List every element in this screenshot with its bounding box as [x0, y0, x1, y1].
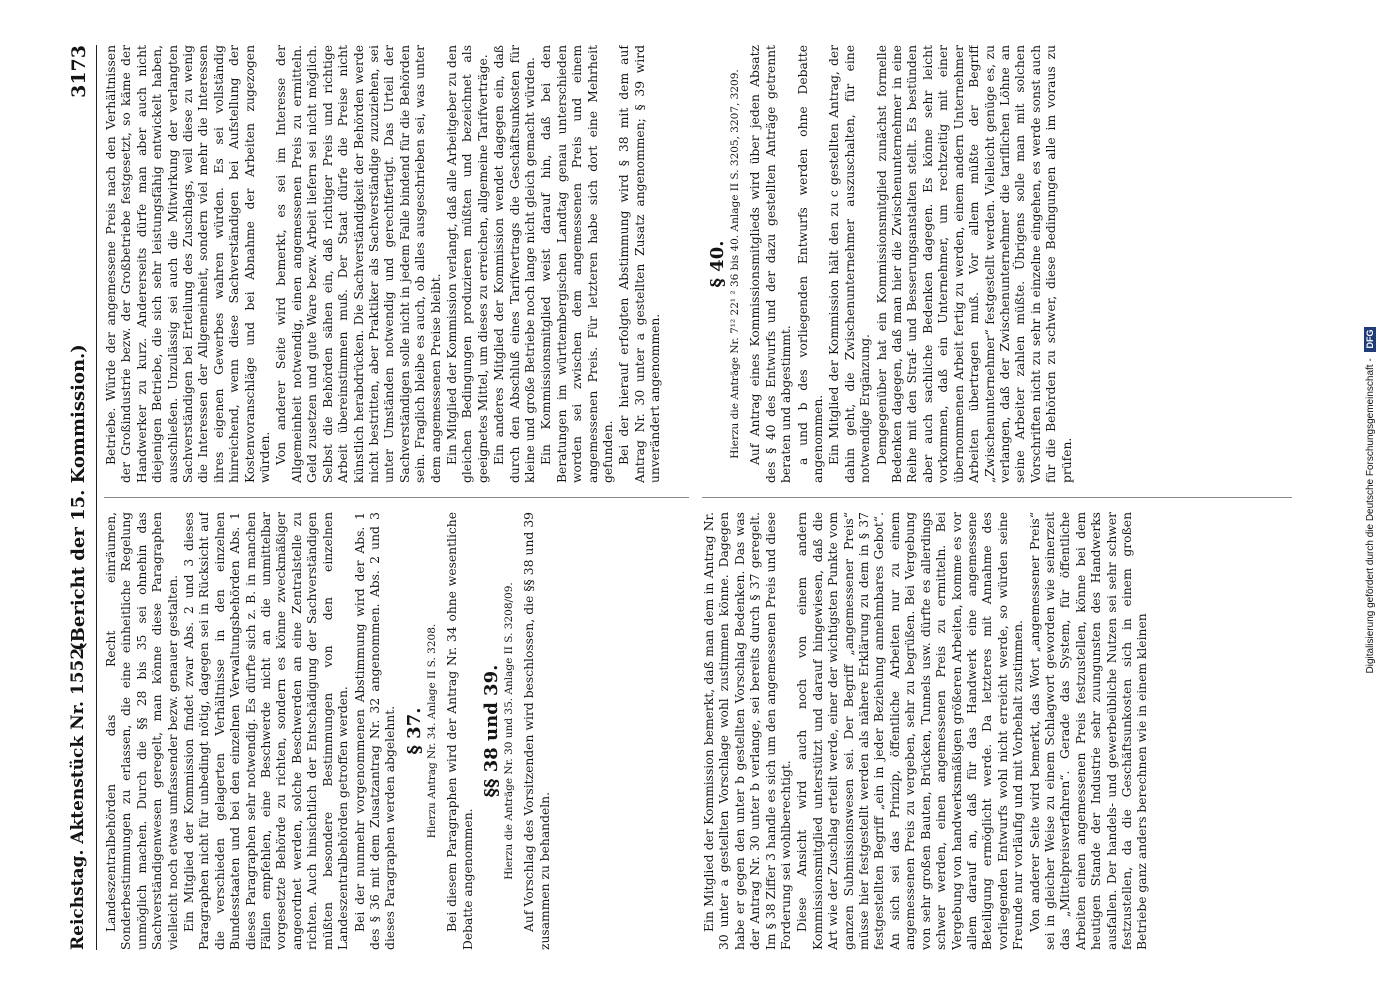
page-header: [62, 45, 97, 950]
paragraph: Auf Antrag eines Kommissionsmitglieds wird über jeden Absatz des § 40 des Entwurfs und der dazu gestellten Anträge getrennt beraten und abgestimmt.: [748, 45, 794, 483]
page-number: 3173: [68, 45, 90, 98]
paragraph: a und b des vorliegenden Entwurfs werden ohne Debatte angenommen.: [795, 45, 826, 483]
header-center: (Bericht der 15. Kommission.): [68, 344, 89, 651]
paragraph: Ein anderes Mitglied der Kommission wendet dagegen ein, daß durch den Abschluß eines Tarifvertrags die Geschäftsunkosten für kleine und große Betriebe noch lange nicht gleich gemacht würden.: [492, 45, 537, 483]
column-divider: [702, 497, 1292, 498]
paragraph: Von anderer Seite wird bemerkt, das Wort „angemessener Preis“ sei in gleicher Weise zu einem Schlagwort geworden wie seinerzeit das „Mittelpreisverfahren“. Gerade das System, für öffentliche Arbeiten einen angemessenen Preis festzustellen, könne bei dem heutigen Stande der Industrie sehr zuungunsten des Handwerks ausfallen. Der handels- und gewerbeübliche Nutzen sei sehr schwer festzustellen, da die Geschäftsunkosten sich in einem großen Betriebe ganz anders berechnen wie in einem kleinen: [1027, 512, 1150, 950]
paragraph: Bei der hierauf erfolgten Abstimmung wird § 38 mit dem auf Antrag Nr. 30 unter a gestellten Zusatz angenommen; § 39 wird unverändert angenommen.: [617, 45, 663, 483]
paragraph: Bei der nunmehr vorgenommenen Abstimmung wird der Abs. 1 des § 36 mit dem Zusatzantrag Nr. 32 angenommen. Abs. 2 und 3 dieses Paragraphen werden abgelehnt.: [352, 512, 398, 950]
column-divider: [104, 497, 689, 498]
paragraph: Bei diesem Paragraphen wird der Antrag Nr. 34 ohne wesentliche Debatte angenommen.: [445, 512, 475, 950]
paragraph: Auf Vorschlag des Vorsitzenden wird beschlossen, die §§ 38 und 39 zusammen zu behandeln.: [522, 512, 552, 950]
paragraph: Demgegenüber hat ein Kommissionsmitglied zunächst formelle Bedenken dagegen, daß man hier die Zwischenunternehmer in eine Reihe mit den Straf- und Besserungsanstalten stellt. Es bestünden aber auch sachliche Bedenken dagegen. Es könne sehr leicht vorkommen, daß ein Unternehmer, um rechtzeitig mit einer übernommenen Arbeit fertig zu werden, einem andern Unternehmer Arbeiten übertragen muß. Vor allem müßte der Begriff „Zwischenunternehmer“ festgestellt werden. Vielleicht genüge es, zu verlangen, daß der Zwischenunternehmer die tariflichen Löhne an seine Arbeiter zahlen müßte. Übrigens solle man mit solchen Vorschriften nicht zu sehr in einzelne eingehen, es werde sonst auch für die Behörden zu schwer, diese Bedingungen alle im voraus zu prüfen.: [874, 45, 1074, 483]
digitization-credit: [1362, 10, 1380, 990]
paragraph: Ein Mitglied der Kommission verlangt, daß alle Arbeitgeber zu den gleichen Bedingungen produzieren müßten und bezeichnet als geeignetes Mittel, um dieses zu erreichen, allgemeine Tarifverträge.: [444, 45, 490, 483]
bottom-left-column: [702, 512, 1292, 950]
dfg-logo: DFG: [1364, 327, 1376, 352]
paragraph: Ein Kommissionsmitglied weist darauf hin, daß bei den Beratungen im württembergischen Landtag genau unterschieden worden sei zwischen dem angemessenen Preis und einem angemessenen Preis. Für letzteren habe sich dort eine Mehrheit gefunden.: [539, 45, 615, 483]
paragraph: Ein Mitglied der Kommission hält den zu c gestellten Antrag, der dahin geht, die Zwischenunternehmer auszuschalten, für eine notwendige Ergänzung.: [827, 45, 873, 483]
page-top-half: [104, 45, 689, 950]
top-left-column: [104, 512, 689, 950]
section-note: Hierzu Antrag Nr. 34. Anlage II S. 3208.: [426, 623, 439, 839]
paragraph: Diese Ansicht wird auch noch von einem andern Kommissionsmitglied unterstützt und darauf hingewiesen, daß die Art wie der Zuschlag erteilt werde, einer der wichtigsten Punkte vom ganzen Submissionswesen sei. Der Begriff „angemessener Preis“ müsse hier festgestellt werden als nähere Erklärung zu dem in § 37 festgestellten Begriff „ein in jeder Beziehung annehmbares Gebot“. An sich sei das Prinzip, öffentliche Arbeiten nur zu einem angemessenen Preis zu vergeben, sehr zu begrüßen. Bei Vergebung von sehr großen Bauten, Brücken, Tunnels usw. dürfte es allerdings schwer werden, einen angemessenen Preis zu ermitteln. Bei Vergebung von handwerksmäßigen größeren Arbeiten, komme es vor allem darauf an, daß für das Handwerk eine angemessene Beteiligung ermöglicht werde. Da letzteres mit Annahme des vorliegenden Entwurfs wohl nicht erreicht werde, so würden seine Freunde nur vorläufig und mit Vorbehalt zustimmen.: [795, 512, 1026, 950]
credit-text: Digitalisierung gefördert durch die Deutsche Forschungsgemeinschaft -: [1365, 358, 1376, 674]
bottom-right-column: [702, 45, 1292, 483]
top-right-column: [104, 45, 689, 483]
paragraph: Von anderer Seite wird bemerkt, es sei im Interesse der Allgemeinheit notwendig, einen angemessenen Preis zu ermitteln. Geld zusetzen und gute Ware bezw. Arbeit liefern sei nicht möglich. Selbst die Behörden sähen ein, daß richtiger Preis und richtige Arbeit übereinstimmen muß. Der Staat dürfe die Preise nicht künstlich herabdrücken. Die Sachverständigkeit der Behörden werde nicht bestritten, aber Praktiker als Sachverständige zuzuziehen, sei unter Umständen notwendig und gerechtfertigt. Das Urteil der Sachverständigen solle nicht in jedem Falle bindend für die Behörden sein. Fraglich bleibe es auch, ob alles ausgeschrieben sei, was unter dem angemessenen Preise bleibt.: [274, 45, 443, 483]
section-heading: § 37.: [403, 707, 425, 755]
header-left: Reichstag. Aktenstück Nr. 1552.: [68, 641, 88, 950]
section-heading: § 40.: [707, 240, 728, 288]
paragraph: Landeszentralbehörden das Recht einräumen, Sonderbestimmungen zu erlassen, die eine einheitliche Regelung unmöglich machen. Durch die §§ 28 bis 35 sei ohnehin das Sachverständigenwesen geregelt, man könne diese Paragraphen vielleicht noch etwas umfassender bezw. genauer gestalten.: [104, 512, 180, 950]
paragraph: Betriebe. Würde der angemessene Preis nach den Verhältnissen der Großindustrie bezw. der Großbetriebe festgesetzt, so käme der Handwerker zu kurz. Andererseits dürfe man aber auch nicht diejenigen Betriebe, die sich sehr leistungsfähig entwickelt haben, ausschließen. Unzulässig sei auch die Mitwirkung der verlangten Sachverständigen bei Erteilung des Zuschlags, weil diese zu wenig die Interessen der Allgemeinheit, sondern viel mehr die Interessen ihres eigenen Gewerbes wahren würden. Es sei vollständig hinreichend, wenn diese Sachverständigen bei Aufstellung der Kostenvoranschläge und bei Abnahme der Arbeiten zugezogen würden.: [104, 45, 273, 483]
document-page: [62, 45, 1292, 950]
paragraph: Ein Mitglied der Kommission findet zwar Abs. 2 und 3 dieses Paragraphen nicht für unbedingt nötig, dagegen sei in Rücksicht auf die verschieden gelagerten Verhältnisse in den einzelnen Bundesstaaten und bei den einzelnen Verwaltungsbehörden Abs. 1 dieses Paragraphen sehr notwendig. Es dürfte sich z. B. in manchen Fällen empfehlen, eine Beschwerde nicht an die unmittelbar vorgesetzte Behörde zu richten, sondern es könne zweckmäßiger angeordnet werden, solche Beschwerden an eine Zentralstelle zu richten. Auch hinsichtlich der Entschädigung der Sachverständigen müßten besondere Bestimmungen von den einzelnen Landeszentralbehörden getroffen werden.: [182, 512, 351, 950]
page-bottom-half: [702, 45, 1292, 950]
paragraph: Ein Mitglied der Kommission bemerkt, daß man dem in Antrag Nr. 30 unter a gestellten Vorschlage wohl zustimmen könne. Dagegen habe er gegen den unter b gestellten Vorschlag Bedenken. Das was der Antrag Nr. 30 unter b verlange, sei bereits durch § 37 geregelt. Im § 38 Ziffer 3 handle es sich um den angemessenen Preis und diese Forderung sei wohlberechtigt.: [702, 512, 794, 950]
section-note: Hierzu die Anträge Nr. 30 und 35. Anlage II S. 3208/09.: [503, 582, 516, 880]
section-note: Hierzu die Anträge Nr. 7¹² 22¹ ² 36 bis 40. Anlage II S. 3205, 3207, 3209.: [729, 69, 742, 459]
section-heading: §§ 38 und 39.: [480, 664, 502, 798]
